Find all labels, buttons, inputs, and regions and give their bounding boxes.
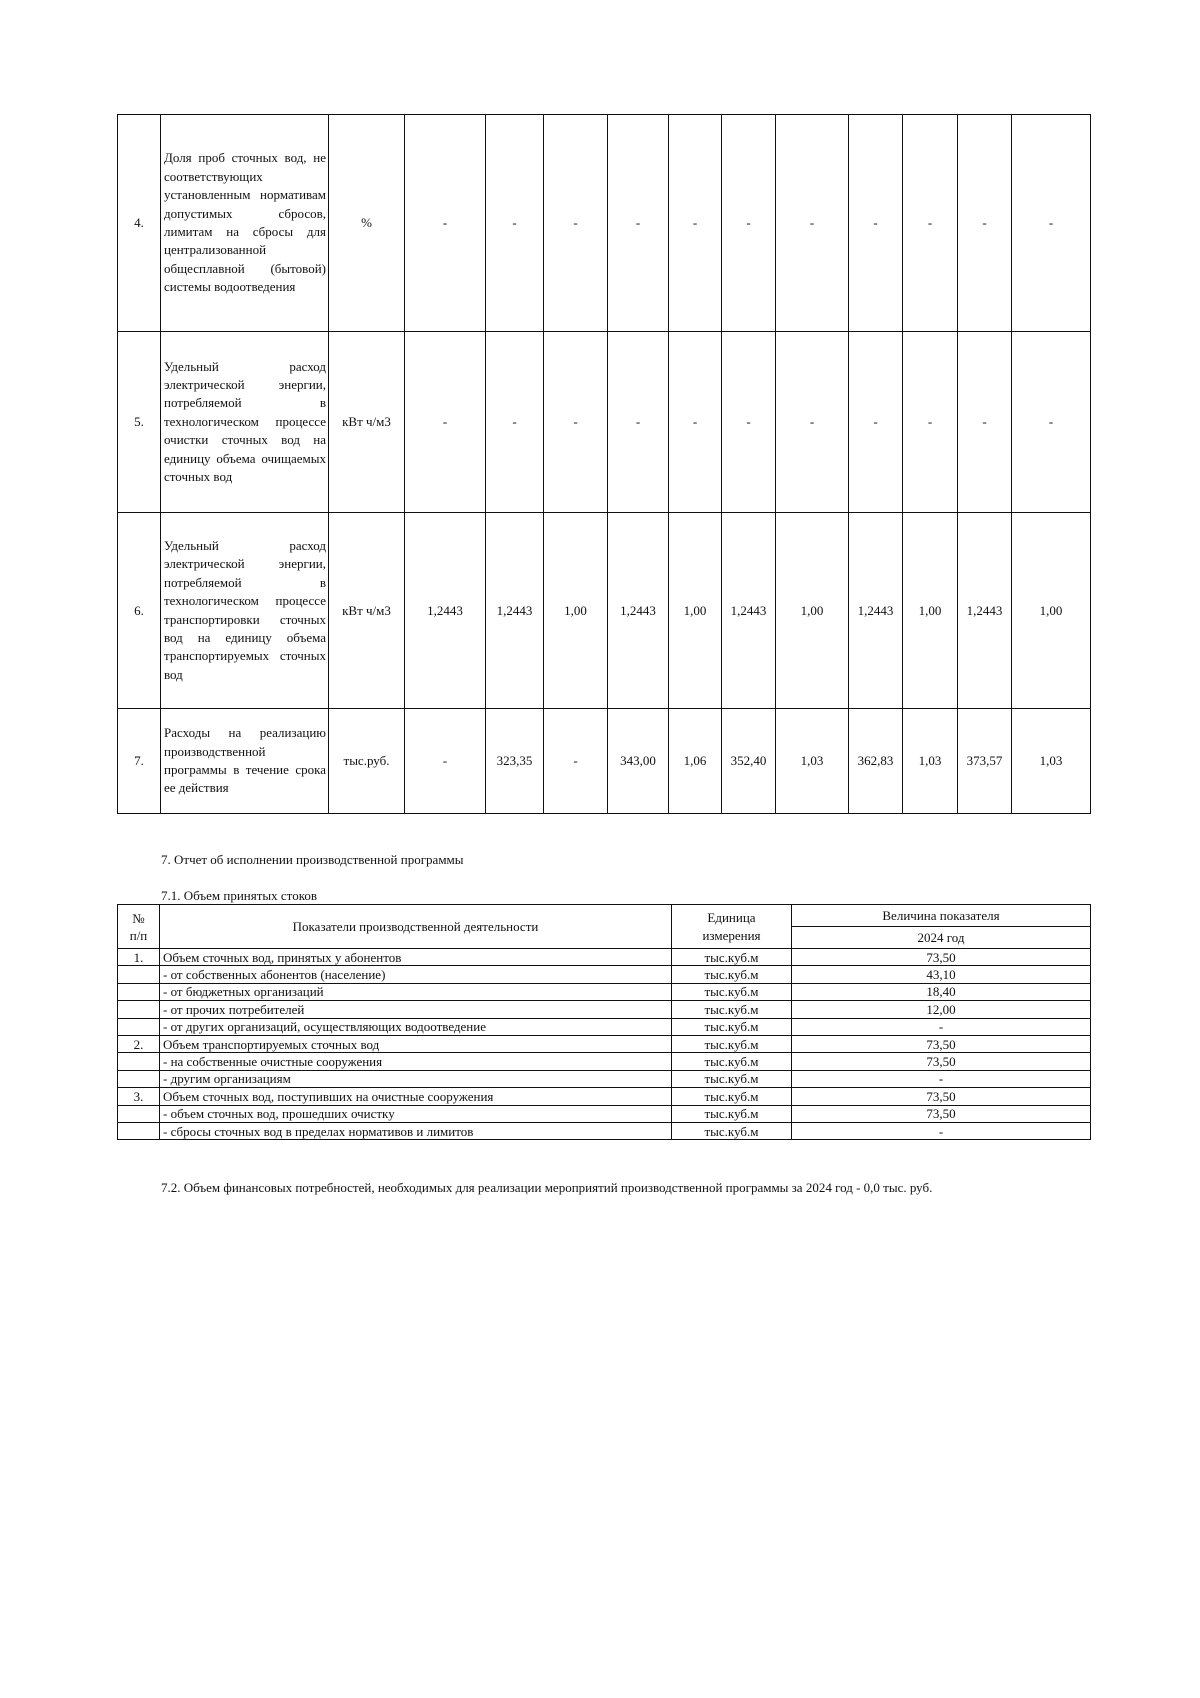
indicator-value: - <box>405 332 486 513</box>
volumes-value: 18,40 <box>792 983 1091 1000</box>
indicator-value: - <box>849 332 903 513</box>
indicator-row <box>118 115 1091 332</box>
header-unit-label: Единица измерения <box>702 909 761 943</box>
indicator-value: - <box>958 332 1012 513</box>
volumes-num <box>118 1070 160 1087</box>
volumes-label: - от бюджетных организаций <box>160 983 672 1000</box>
volumes-num <box>118 1122 160 1139</box>
volumes-num <box>118 1001 160 1018</box>
indicator-row <box>118 332 1091 513</box>
header-num <box>118 905 160 949</box>
volumes-value: 12,00 <box>792 1001 1091 1018</box>
volumes-row <box>118 949 1091 966</box>
indicator-value: - <box>1012 332 1091 513</box>
header-indicator: Показатели производственной деятельности <box>160 905 672 949</box>
indicator-value: - <box>849 115 903 332</box>
indicator-unit: кВт ч/м3 <box>329 332 405 513</box>
indicator-value: - <box>669 332 722 513</box>
indicator-value: - <box>669 115 722 332</box>
header-unit <box>672 905 792 949</box>
volumes-num <box>118 1053 160 1070</box>
volumes-unit: тыс.куб.м <box>672 949 792 966</box>
indicator-value: - <box>958 115 1012 332</box>
indicator-value: 1,2443 <box>958 513 1012 709</box>
volumes-value: 73,50 <box>792 949 1091 966</box>
indicator-value: 1,2443 <box>849 513 903 709</box>
volumes-row <box>118 1035 1091 1052</box>
indicator-value: 323,35 <box>486 709 544 814</box>
volumes-num: 3. <box>118 1088 160 1105</box>
volumes-num: 1. <box>118 949 160 966</box>
indicator-value: 1,00 <box>544 513 608 709</box>
indicator-num: 7. <box>118 709 161 814</box>
indicator-value: - <box>722 332 776 513</box>
volumes-unit: тыс.куб.м <box>672 1070 792 1087</box>
indicator-value: - <box>544 332 608 513</box>
volumes-row <box>118 1053 1091 1070</box>
indicator-value: - <box>903 115 958 332</box>
indicator-value: 1,2443 <box>486 513 544 709</box>
volumes-unit: тыс.куб.м <box>672 1018 792 1035</box>
indicator-value: - <box>1012 115 1091 332</box>
indicator-unit: кВт ч/м3 <box>329 513 405 709</box>
indicator-value: 352,40 <box>722 709 776 814</box>
indicator-value: - <box>608 115 669 332</box>
indicator-value: - <box>544 115 608 332</box>
indicator-num: 6. <box>118 513 161 709</box>
volumes-label: - на собственные очистные сооружения <box>160 1053 672 1070</box>
volumes-value: 73,50 <box>792 1035 1091 1052</box>
volumes-unit: тыс.куб.м <box>672 1053 792 1070</box>
volumes-value: - <box>792 1018 1091 1035</box>
indicator-value: 1,2443 <box>722 513 776 709</box>
indicator-value: - <box>776 115 849 332</box>
indicator-value: 1,00 <box>1012 513 1091 709</box>
indicator-desc: Доля проб сточных вод, не соответствующих установленным нормативам допустимых сбросов, лимитам на сбросы для централизованной общесплавной (бытовой) системы водоотведения <box>161 115 329 332</box>
indicator-value: - <box>544 709 608 814</box>
indicator-value: - <box>776 332 849 513</box>
section-7-1-title: 7.1. Объем принятых стоков <box>161 888 317 903</box>
volumes-label: Объем транспортируемых сточных вод <box>160 1035 672 1052</box>
indicator-value: - <box>405 709 486 814</box>
indicator-value: 1,00 <box>669 513 722 709</box>
volumes-label: - от прочих потребителей <box>160 1001 672 1018</box>
volumes-num <box>118 983 160 1000</box>
volumes-row <box>118 1018 1091 1035</box>
indicator-value: 362,83 <box>849 709 903 814</box>
indicator-value: - <box>486 332 544 513</box>
indicator-value: - <box>486 115 544 332</box>
volumes-label: - от собственных абонентов (население) <box>160 966 672 983</box>
indicator-desc: Удельный расход электрической энергии, потребляемой в технологическом процессе очистки сточных вод на единицу объема очищаемых сточных вод <box>161 332 329 513</box>
indicator-value: 1,00 <box>776 513 849 709</box>
volumes-row <box>118 1088 1091 1105</box>
volumes-num <box>118 1105 160 1122</box>
indicator-value: 373,57 <box>958 709 1012 814</box>
volumes-unit: тыс.куб.м <box>672 983 792 1000</box>
volumes-num <box>118 966 160 983</box>
indicator-value: 1,2443 <box>405 513 486 709</box>
volumes-unit: тыс.куб.м <box>672 1105 792 1122</box>
volumes-unit: тыс.куб.м <box>672 966 792 983</box>
indicator-value: 1,03 <box>903 709 958 814</box>
indicator-unit: % <box>329 115 405 332</box>
header-value-group: Величина показателя <box>792 905 1091 927</box>
volumes-value: 43,10 <box>792 966 1091 983</box>
volumes-row <box>118 966 1091 983</box>
volumes-value: 73,50 <box>792 1105 1091 1122</box>
indicator-row <box>118 709 1091 814</box>
indicator-value: - <box>903 332 958 513</box>
indicator-value: 343,00 <box>608 709 669 814</box>
header-year: 2024 год <box>792 927 1091 949</box>
indicator-value: 1,00 <box>903 513 958 709</box>
volumes-label: Объем сточных вод, поступивших на очистные сооружения <box>160 1088 672 1105</box>
section-7-title: 7. Отчет об исполнении производственной программы <box>161 852 464 867</box>
indicator-row <box>118 513 1091 709</box>
volumes-row <box>118 1070 1091 1087</box>
volumes-value: - <box>792 1122 1091 1139</box>
volumes-unit: тыс.куб.м <box>672 1001 792 1018</box>
volumes-row <box>118 1001 1091 1018</box>
indicator-value: - <box>608 332 669 513</box>
volumes-header-row <box>118 905 1091 927</box>
indicator-unit: тыс.руб. <box>329 709 405 814</box>
indicator-desc: Удельный расход электрической энергии, потребляемой в технологическом процессе транспортировки сточных вод на единицу объема транспортируемых сточных вод <box>161 513 329 709</box>
volumes-label: - объем сточных вод, прошедших очистку <box>160 1105 672 1122</box>
volumes-row <box>118 1122 1091 1139</box>
volumes-label: Объем сточных вод, принятых у абонентов <box>160 949 672 966</box>
indicator-value: - <box>405 115 486 332</box>
volumes-value: 73,50 <box>792 1053 1091 1070</box>
volumes-unit: тыс.куб.м <box>672 1035 792 1052</box>
indicator-value: 1,2443 <box>608 513 669 709</box>
section-7-2-text: 7.2. Объем финансовых потребностей, необходимых для реализации мероприятий производственной программы за 2024 год - 0,0 тыс. руб. <box>161 1180 933 1195</box>
indicator-value: - <box>722 115 776 332</box>
indicator-value: 1,06 <box>669 709 722 814</box>
volumes-unit: тыс.куб.м <box>672 1088 792 1105</box>
volumes-num: 2. <box>118 1035 160 1052</box>
volumes-row <box>118 1105 1091 1122</box>
volumes-label: - сбросы сточных вод в пределах нормативов и лимитов <box>160 1122 672 1139</box>
volumes-num <box>118 1018 160 1035</box>
indicator-value: 1,03 <box>776 709 849 814</box>
indicator-num: 4. <box>118 115 161 332</box>
indicators-table <box>117 114 1091 814</box>
volumes-table <box>117 904 1091 1140</box>
indicator-desc: Расходы на реализацию производственной программы в течение срока ее действия <box>161 709 329 814</box>
volumes-unit: тыс.куб.м <box>672 1122 792 1139</box>
volumes-row <box>118 983 1091 1000</box>
header-num-label: № п/п <box>129 910 148 943</box>
indicator-value: 1,03 <box>1012 709 1091 814</box>
volumes-value: - <box>792 1070 1091 1087</box>
indicator-num: 5. <box>118 332 161 513</box>
volumes-value: 73,50 <box>792 1088 1091 1105</box>
volumes-label: - другим организациям <box>160 1070 672 1087</box>
volumes-label: - от других организаций, осуществляющих водоотведение <box>160 1018 672 1035</box>
